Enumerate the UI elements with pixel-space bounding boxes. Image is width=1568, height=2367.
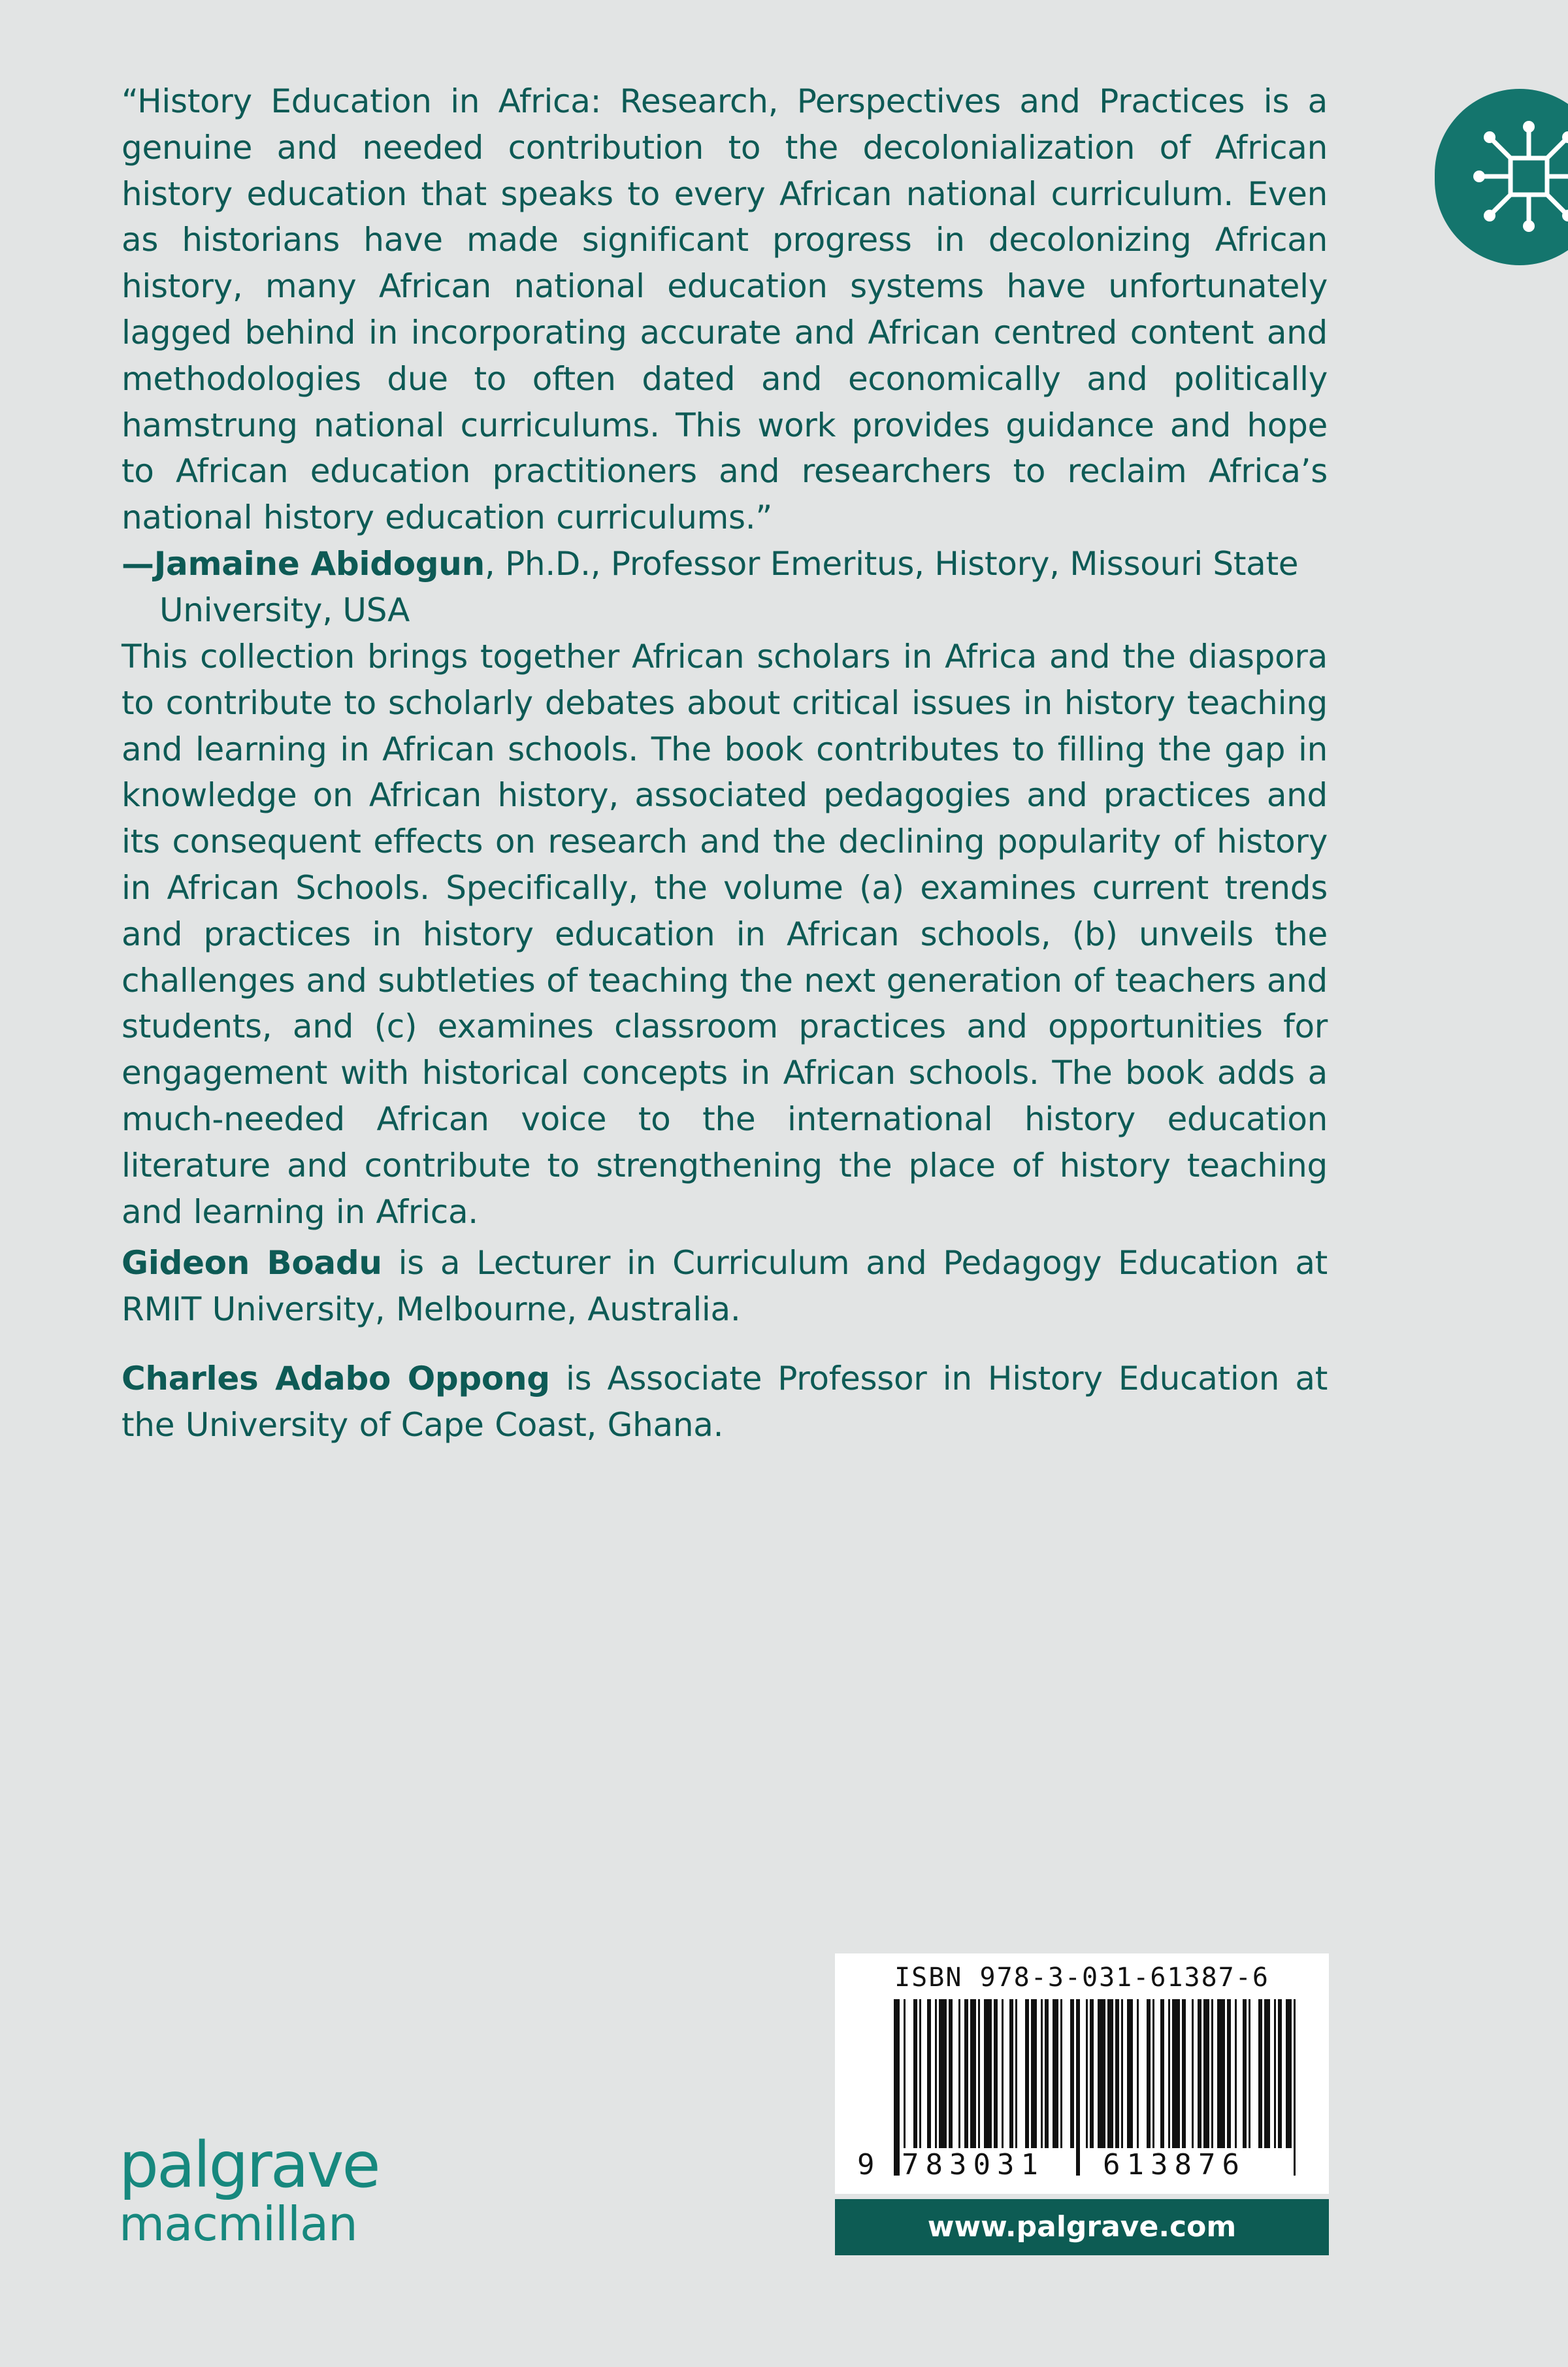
barcode-bar (1227, 1999, 1231, 2148)
author-bio (122, 1356, 1328, 1448)
barcode-bar (1045, 1999, 1049, 2148)
barcode-bar (1053, 1999, 1058, 2148)
barcode-bar (1152, 1999, 1154, 2148)
barcode-bar (1086, 1999, 1088, 2148)
barcode-digits-right: 613876 (1103, 2148, 1246, 2181)
barcode-bar (1041, 1999, 1043, 2148)
barcode-bar (1203, 1999, 1209, 2148)
quote-text: “History Education in Africa: Research, Perspectives and Practices is a genuine and needed contribution to the decolonialization of African history education that speaks to every African national curriculum. Even as historians have made significant progress in decolonizing African history, many African national education systems have unfortunately lagged behind in incorporating accurate and African centred content and methodologies due to often dated and economically and politically hamstrung national curriculums. This work provides guidance and hope to African education practitioners and researchers to reclaim Africa’s national history education curriculums.” (122, 82, 1328, 537)
barcode-bar (1211, 1999, 1213, 2148)
barcode-bar (1009, 1999, 1013, 2148)
circuit-square-icon (1470, 118, 1568, 235)
barcode-bar (939, 1999, 947, 2148)
barcode-bar (970, 1999, 976, 2148)
barcode-bar (919, 1999, 921, 2148)
barcode-bar (1258, 1999, 1262, 2148)
author-bio-text: is Associate Professor in History Education at the University of Cape Coast, Ghana. (122, 1360, 1328, 1444)
author-name: Gideon Boadu (122, 1244, 382, 1282)
author-bio (122, 1240, 1328, 1333)
barcode-bar (913, 1999, 917, 2148)
barcode-bar (978, 1999, 980, 2148)
barcode-bar (1274, 1999, 1276, 2148)
barcode-bar (1172, 1999, 1180, 2148)
barcode-bar (904, 1999, 906, 2148)
barcode-bar (927, 1999, 931, 2148)
barcode-bar (1025, 1999, 1029, 2148)
barcode-bar (1137, 1999, 1139, 2148)
barcode-bar (1235, 1999, 1237, 2148)
quote-attribution (122, 541, 1328, 634)
barcode-bar (949, 1999, 953, 2148)
publisher-logo (119, 2129, 379, 2251)
barcode-bar (935, 1999, 937, 2148)
attribution-name: Jamaine Abidogun (154, 544, 485, 583)
barcode-bar (1002, 1999, 1004, 2148)
barcode-bar (1031, 1999, 1037, 2148)
barcode-bar (1286, 1999, 1292, 2148)
barcode-bar (1192, 1999, 1194, 2148)
barcode-bar (1160, 1999, 1164, 2148)
book-description (122, 634, 1328, 1235)
barcode-bar (1121, 1999, 1123, 2148)
publisher-website[interactable]: www.palgrave.com (835, 2199, 1329, 2255)
attribution-dash: — (122, 544, 154, 583)
publisher-badge (1435, 89, 1568, 265)
barcode-bar (984, 1999, 992, 2148)
barcode-bar (1243, 1999, 1247, 2148)
barcode-bar (1168, 1999, 1170, 2148)
barcode-bar (964, 1999, 968, 2148)
publisher-logo-line2: macmillan (119, 2196, 357, 2251)
barcode-bar (1278, 1999, 1282, 2148)
description-text: This collection brings together African scholars in Africa and the diaspora to contribute to scholarly debates about critical issues in history teaching and learning in African schools. The book contributes to filling the gap in knowledge on African history, associated pedagogies and practices and its consequent effects on research and the declining popularity of history in African Schools. Specifically, the volume (a) examines current trends and practices in history education in African schools, (b) unveils the challenges and subtleties of teaching the next generation of teachers and students, and (c) examines classroom practices and opportunities for engagement with historical concepts in African schools. The book adds a much-needed African voice to the international history education literature and contribute to strengthening the place of history teaching and learning in Africa. (122, 638, 1328, 1231)
barcode-bar (994, 1999, 998, 2148)
barcode-digit-first: 9 (857, 2148, 875, 2181)
barcode-bar (1115, 1999, 1119, 2148)
barcode-bar (1060, 1999, 1062, 2148)
barcode-bar (1217, 1999, 1225, 2148)
barcode-digits (857, 2148, 1308, 2181)
barcode-bar (1249, 1999, 1250, 2148)
barcode-bar (1098, 1999, 1105, 2148)
barcode-bar (1070, 1999, 1074, 2148)
barcode-bar (1090, 1999, 1094, 2148)
barcode-bar (1264, 1999, 1270, 2148)
endorsement-quote (122, 78, 1328, 634)
isbn-barcode (835, 1953, 1329, 2194)
barcode-bar (1198, 1999, 1201, 2148)
author-bio-text: is a Lecturer in Curriculum and Pedagogy Education at RMIT University, Melbourne, Australia. (122, 1244, 1328, 1328)
barcode-digits-left: 783031 (902, 2148, 1045, 2181)
publisher-logo-line1: palgrave (119, 2129, 379, 2202)
barcode-bar (1147, 1999, 1151, 2148)
author-name: Charles Adabo Oppong (122, 1360, 550, 1397)
barcode-bar (1182, 1999, 1186, 2148)
isbn-label: ISBN 978-3-031-61387-6 (894, 1963, 1269, 1993)
attribution-details: , Ph.D., Professor Emeritus, History, Missouri State University, USA (159, 544, 1299, 629)
barcode-bar (958, 1999, 960, 2148)
barcode-bar (1015, 1999, 1017, 2148)
barcode-bar (1107, 1999, 1113, 2148)
barcode-bar (1127, 1999, 1133, 2148)
